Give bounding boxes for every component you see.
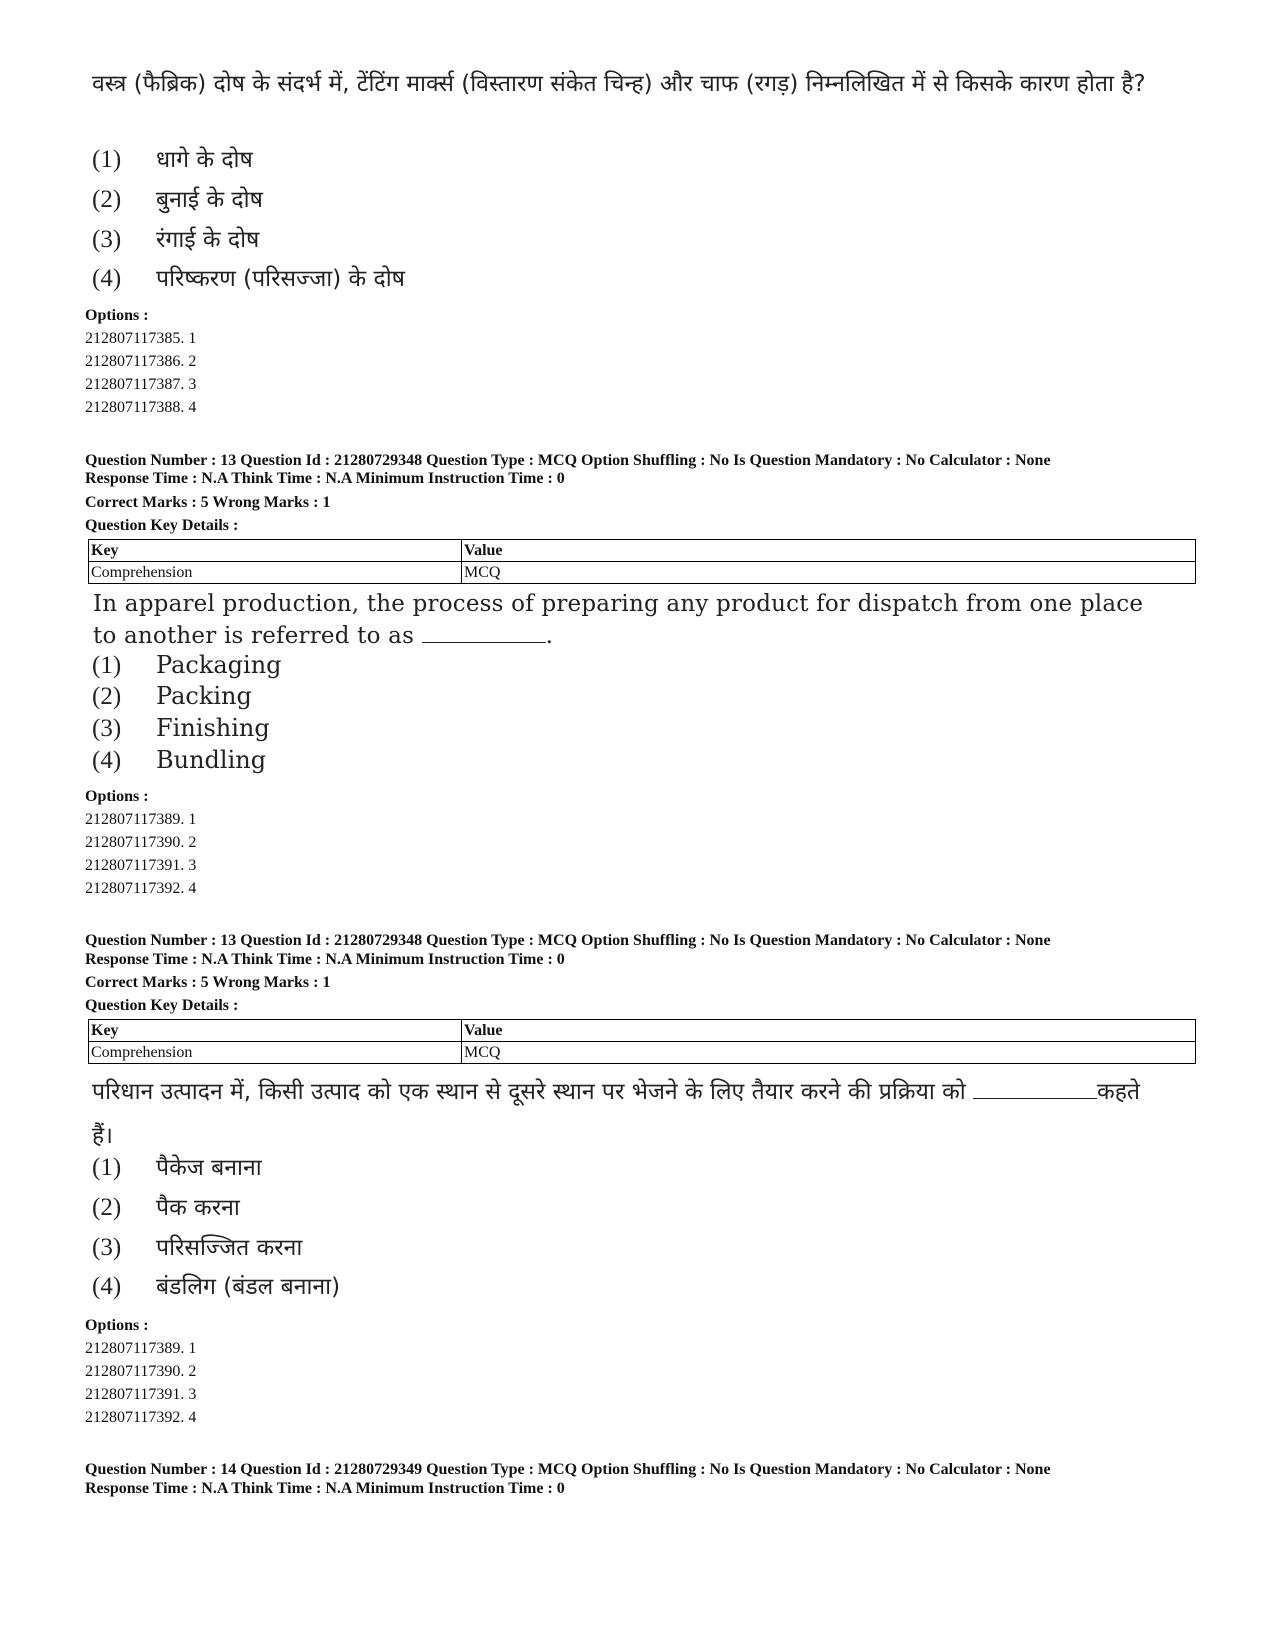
option-id: 212807117385. 1: [85, 330, 197, 347]
option-id: 212807117386. 2: [85, 353, 197, 370]
question-13-hindi-meta-line-2: Response Time : N.A Think Time : N.A Minimum Instruction Time : 0: [85, 951, 565, 968]
choice-3: [92, 220, 259, 260]
options-label: Options :: [85, 788, 149, 805]
choice-text: पैक करना: [156, 1195, 240, 1221]
table-cell-key: Comprehension: [89, 1042, 462, 1064]
table-header-value: Value: [462, 540, 1196, 562]
choice-number: (1): [92, 652, 122, 679]
choice-number: (1): [92, 1154, 122, 1181]
choice-3: [92, 1228, 302, 1268]
question-14-meta-line-1: Question Number : 14 Question Id : 21280729349 Question Type : MCQ Option Shuffling : No Is Question Mandatory : No Calculator : None: [85, 1461, 1051, 1478]
question-text-part-a: परिधान उत्पादन में, किसी उत्पाद को एक स्थान से दूसरे स्थान पर भेजने के लिए तैयार करने की प्रक्रिया को: [92, 1079, 966, 1105]
choice-number: (3): [92, 715, 122, 742]
table-cell-value: MCQ: [462, 562, 1196, 584]
choice-2: [92, 180, 263, 220]
choice-4: [92, 259, 405, 299]
option-id: 212807117387. 3: [85, 376, 197, 393]
choice-number: (2): [92, 1194, 122, 1221]
table-row: [89, 562, 1196, 584]
question-13-hindi-text: [92, 1070, 1162, 1158]
question-text-part-b: कहते हैं।: [92, 1079, 1141, 1149]
choice-number: (3): [92, 1234, 122, 1261]
choice-2: [92, 1188, 240, 1228]
question-13-meta-line-2: Response Time : N.A Think Time : N.A Minimum Instruction Time : 0: [85, 470, 565, 487]
choice-text: Packaging: [156, 651, 282, 679]
option-id: 212807117388. 4: [85, 399, 197, 416]
choice-text: Bundling: [156, 746, 267, 774]
option-id: 212807117392. 4: [85, 880, 197, 897]
choice-text: परिसज्जित करना: [156, 1235, 303, 1261]
choice-4: [92, 740, 266, 780]
choice-text: धागे के दोष: [156, 147, 253, 173]
choice-number: (1): [92, 146, 122, 173]
choice-text: बंडलिग (बंडल बनाना): [156, 1274, 341, 1300]
fill-in-blank: [973, 1076, 1097, 1099]
table-header-row: [89, 540, 1196, 562]
question-12-hindi-text: वस्त्र (फैब्रिक) दोष के संदर्भ में, टेंटिंग मार्क्स (विस्तारण संकेत चिन्ह) और चाफ (रगड़) निम्नलिखित में से किसके कारण होता है?: [92, 71, 1146, 97]
options-label: Options :: [85, 307, 149, 324]
question-text-part-b: .: [545, 623, 554, 649]
question-13-meta-line-1: Question Number : 13 Question Id : 21280729348 Question Type : MCQ Option Shuffling : No Is Question Mandatory : No Calculator : None: [85, 452, 1051, 469]
table-cell-key: Comprehension: [89, 562, 462, 584]
question-key-details-label: Question Key Details :: [85, 997, 239, 1014]
option-id: 212807117390. 2: [85, 834, 197, 851]
table-row: [89, 1042, 1196, 1064]
option-id: 212807117391. 3: [85, 1386, 197, 1403]
choice-text: Finishing: [156, 714, 270, 742]
table-header-row: [89, 1020, 1196, 1042]
table-header-key: Key: [89, 540, 462, 562]
question-13-english-text: [93, 589, 1163, 652]
choice-text: बुनाई के दोष: [156, 187, 263, 213]
choice-text: परिष्करण (परिसज्जा) के दोष: [156, 266, 405, 292]
option-id: 212807117390. 2: [85, 1363, 197, 1380]
question-13-hindi-marks: Correct Marks : 5 Wrong Marks : 1: [85, 974, 331, 991]
choice-number: (4): [92, 265, 122, 292]
options-label: Options :: [85, 1317, 149, 1334]
choice-number: (4): [92, 1273, 122, 1300]
fill-in-blank: [422, 620, 546, 643]
choice-text: रंगाई के दोष: [156, 227, 260, 253]
choice-number: (2): [92, 186, 122, 213]
option-id: 212807117389. 1: [85, 811, 197, 828]
option-id: 212807117391. 3: [85, 857, 197, 874]
choice-number: (4): [92, 747, 122, 774]
question-13-hindi-meta-line-1: Question Number : 13 Question Id : 21280729348 Question Type : MCQ Option Shuffling : No Is Question Mandatory : No Calculator : None: [85, 932, 1051, 949]
choice-number: (2): [92, 683, 122, 710]
choice-number: (3): [92, 226, 122, 253]
table-cell-value: MCQ: [462, 1042, 1196, 1064]
question-key-table: [88, 1019, 1196, 1064]
choice-text: पैकेज बनाना: [156, 1155, 262, 1181]
option-id: 212807117389. 1: [85, 1340, 197, 1357]
question-13-marks: Correct Marks : 5 Wrong Marks : 1: [85, 494, 331, 511]
table-header-key: Key: [89, 1020, 462, 1042]
question-key-table: [88, 539, 1196, 584]
choice-text: Packing: [156, 682, 252, 710]
question-text-part-a: In apparel production, the process of preparing any product for dispatch from one place to another is referred to as: [93, 591, 1144, 649]
choice-4: [92, 1267, 340, 1307]
question-14-meta-line-2: Response Time : N.A Think Time : N.A Minimum Instruction Time : 0: [85, 1480, 565, 1497]
option-id: 212807117392. 4: [85, 1409, 197, 1426]
choice-1: [92, 1148, 262, 1188]
choice-1: [92, 140, 253, 180]
question-key-details-label: Question Key Details :: [85, 517, 239, 534]
table-header-value: Value: [462, 1020, 1196, 1042]
